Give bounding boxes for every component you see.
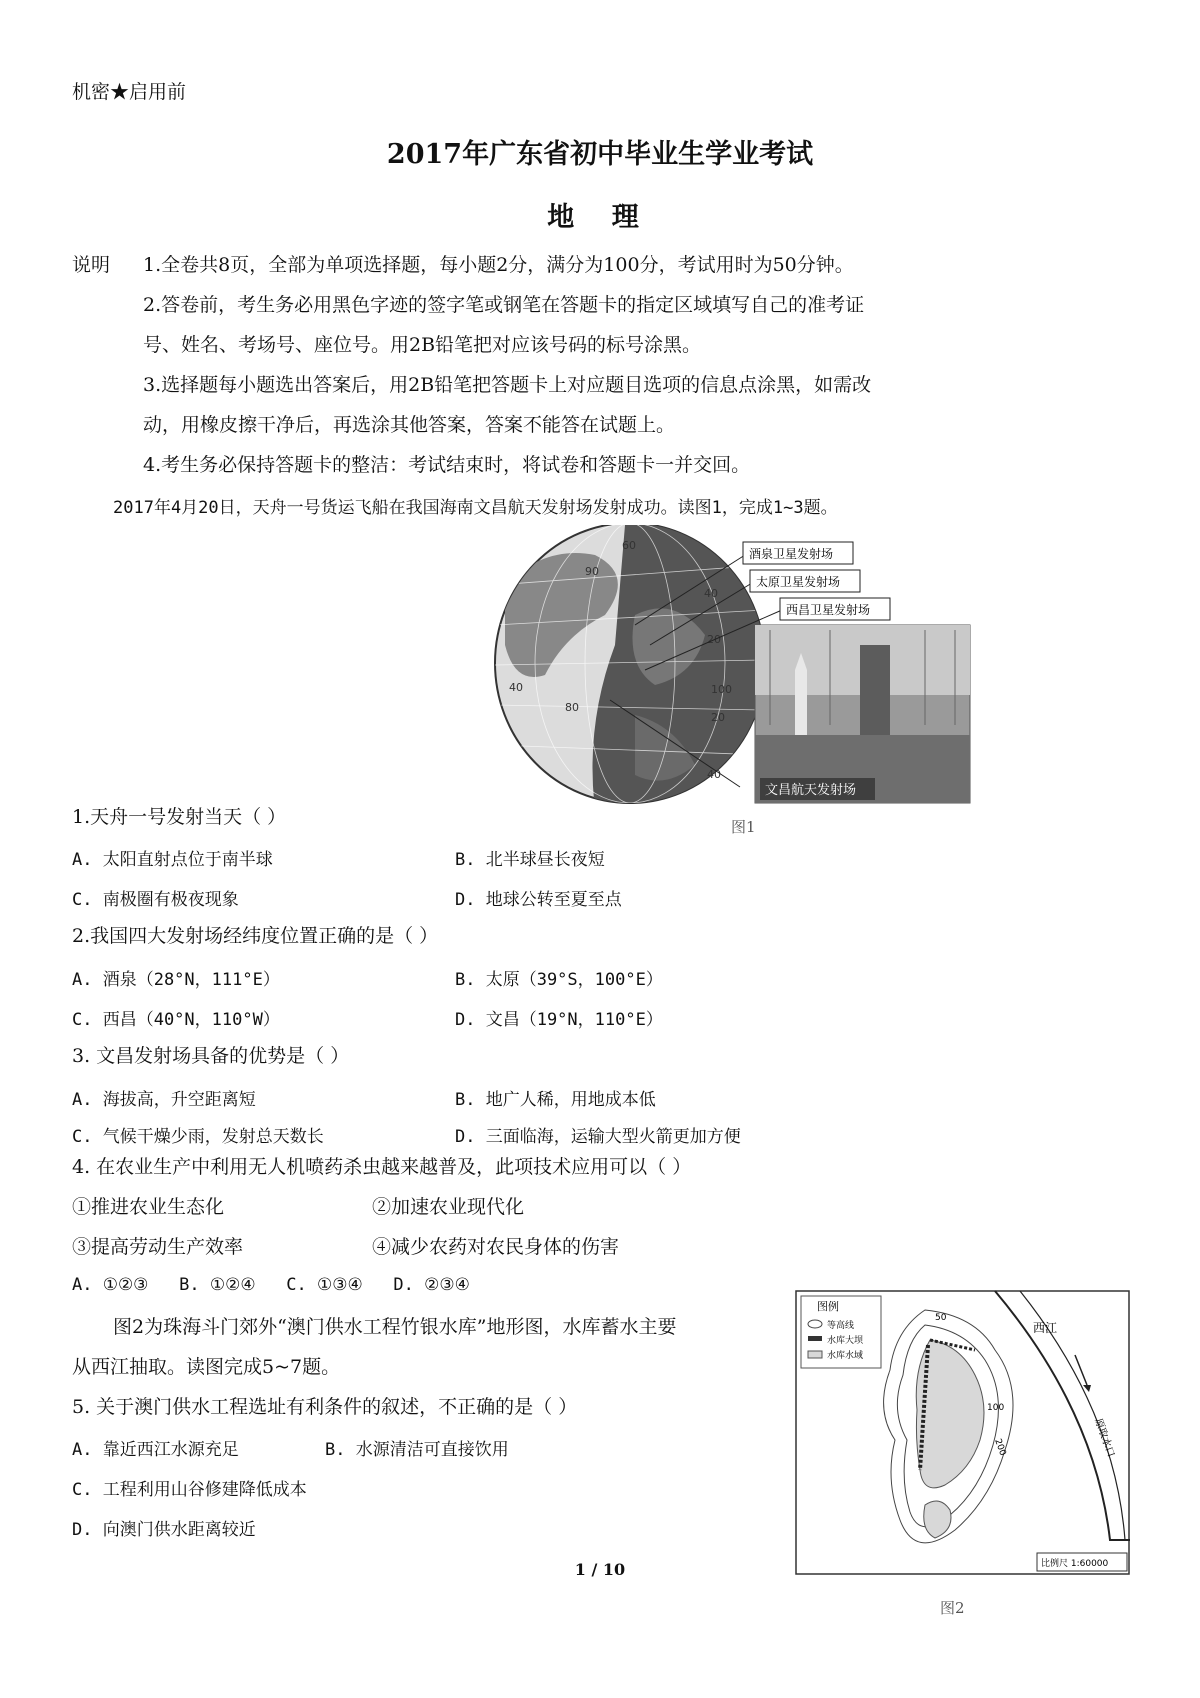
question-4-item-4: ④减少农药对农民身体的伤害 xyxy=(372,1236,620,1258)
taiyuan-label: 太原卫星发射场 xyxy=(756,575,841,589)
legend-water: 水库水域 xyxy=(827,1351,864,1361)
contour-label: 100 xyxy=(987,1403,1005,1413)
figure2-reservoir-map xyxy=(795,1290,1130,1575)
instruction-1: 1.全卷共8页，全部为单项选择题，每小题2分，满分为100分，考试用时为50分钟。 xyxy=(143,254,854,276)
instructions-label: 说明 xyxy=(72,254,111,276)
question-4-item-3: ③提高劳动生产效率 xyxy=(72,1236,244,1258)
intro-figure2-cont: 从西江抽取。读图完成5~7题。 xyxy=(72,1356,341,1378)
intro-figure2: 图2为珠海斗门郊外“澳门供水工程竹银水库”地形图，水库蓄水主要 xyxy=(113,1316,677,1338)
instruction-3: 3.选择题每小题选出答案后，用2B铅笔把答题卡上对应题目选项的信息点涂黑，如需改 xyxy=(143,374,872,396)
question-5-stem: 5. 关于澳门供水工程选址有利条件的叙述，不正确的是（ ） xyxy=(72,1396,578,1418)
question-2-option-d: D. 文昌（19°N，110°E） xyxy=(455,1010,663,1030)
question-1-option-b: B. 北半球昼长夜短 xyxy=(455,850,605,870)
secret-mark: 机密★启用前 xyxy=(72,81,187,103)
intake-label: 原取水口 xyxy=(1092,1417,1117,1459)
question-1-option-d: D. 地球公转至夏至点 xyxy=(455,890,622,910)
question-4-item-1: ①推进农业生态化 xyxy=(72,1196,225,1218)
question-3-stem: 3. 文昌发射场具备的优势是（ ） xyxy=(72,1045,350,1067)
grid-label: 40 xyxy=(707,768,721,781)
question-5-option-a: A. 靠近西江水源充足 xyxy=(72,1440,239,1460)
question-5-option-d: D. 向澳门供水距离较近 xyxy=(72,1520,256,1540)
question-5-option-c: C. 工程利用山谷修建降低成本 xyxy=(72,1480,307,1500)
contour-label: 50 xyxy=(935,1313,947,1323)
scale-label: 比例尺 1:60000 xyxy=(1041,1559,1109,1569)
question-3-option-a: A. 海拔高，升空距离短 xyxy=(72,1090,256,1110)
question-5-option-b: B. 水源清洁可直接饮用 xyxy=(325,1440,509,1460)
legend-contour: 等高线 xyxy=(827,1321,855,1331)
exam-title: 2017年广东省初中毕业生学业考试 xyxy=(386,139,814,170)
grid-label: 100 xyxy=(711,683,732,696)
intro-figure1: 2017年4月20日，天舟一号货运飞船在我国海南文昌航天发射场发射成功。读图1，完成1~3题。 xyxy=(113,498,838,518)
page-number: 1 / 10 xyxy=(574,1560,626,1579)
legend-title: 图例 xyxy=(817,1300,839,1313)
figure1-globe-map xyxy=(485,525,975,810)
grid-label: 90 xyxy=(585,565,599,578)
instruction-4: 4.考生务必保持答题卡的整洁：考试结束时，将试卷和答题卡一并交回。 xyxy=(143,454,751,476)
legend-dam: 水库大坝 xyxy=(827,1336,864,1346)
grid-label: 20 xyxy=(707,633,721,646)
question-3-option-d: D. 三面临海，运输大型火箭更加方便 xyxy=(455,1127,741,1147)
question-4-answers: A. ①②③ B. ①②④ C. ①③④ D. ②③④ xyxy=(72,1275,470,1295)
question-2-stem: 2.我国四大发射场经纬度位置正确的是（ ） xyxy=(72,925,439,947)
instruction-2: 2.答卷前，考生务必用黑色字迹的签字笔或钢笔在答题卡的指定区域填写自己的准考证 xyxy=(143,294,865,316)
question-4-item-2: ②加速农业现代化 xyxy=(372,1196,525,1218)
question-1-option-a: A. 太阳直射点位于南半球 xyxy=(72,850,273,870)
river-label: 西江 xyxy=(1033,1321,1058,1335)
xichang-label: 西昌卫星发射场 xyxy=(786,603,871,617)
contour-label: 200 xyxy=(992,1437,1008,1458)
grid-label: 80 xyxy=(565,701,579,714)
question-3-option-c: C. 气候干燥少雨，发射总天数长 xyxy=(72,1127,324,1147)
wenchang-label: 文昌航天发射场 xyxy=(765,783,857,798)
jiuquan-label: 酒泉卫星发射场 xyxy=(749,547,834,561)
subject-title: 地 理 xyxy=(547,202,653,233)
instruction-2-cont: 号、姓名、考场号、座位号。用2B铅笔把对应该号码的标号涂黑。 xyxy=(143,334,702,356)
question-2-option-a: A. 酒泉（28°N，111°E） xyxy=(72,970,280,990)
figure1-caption: 图1 xyxy=(731,818,756,836)
question-2-option-c: C. 西昌（40°N，110°W） xyxy=(72,1010,280,1030)
question-2-option-b: B. 太原（39°S，100°E） xyxy=(455,970,663,990)
instruction-3-cont: 动，用橡皮擦干净后，再选涂其他答案，答案不能答在试题上。 xyxy=(143,414,676,436)
question-1-option-c: C. 南极圈有极夜现象 xyxy=(72,890,239,910)
question-4-stem: 4. 在农业生产中利用无人机喷药杀虫越来越普及，此项技术应用可以（ ） xyxy=(72,1156,692,1178)
question-1-stem: 1.天舟一号发射当天（ ） xyxy=(72,806,287,828)
grid-label: 20 xyxy=(711,711,725,724)
grid-label: 40 xyxy=(704,587,718,600)
figure2-caption: 图2 xyxy=(940,1599,965,1617)
question-3-option-b: B. 地广人稀，用地成本低 xyxy=(455,1090,656,1110)
grid-label: 60 xyxy=(622,539,636,552)
grid-label: 40 xyxy=(509,681,523,694)
